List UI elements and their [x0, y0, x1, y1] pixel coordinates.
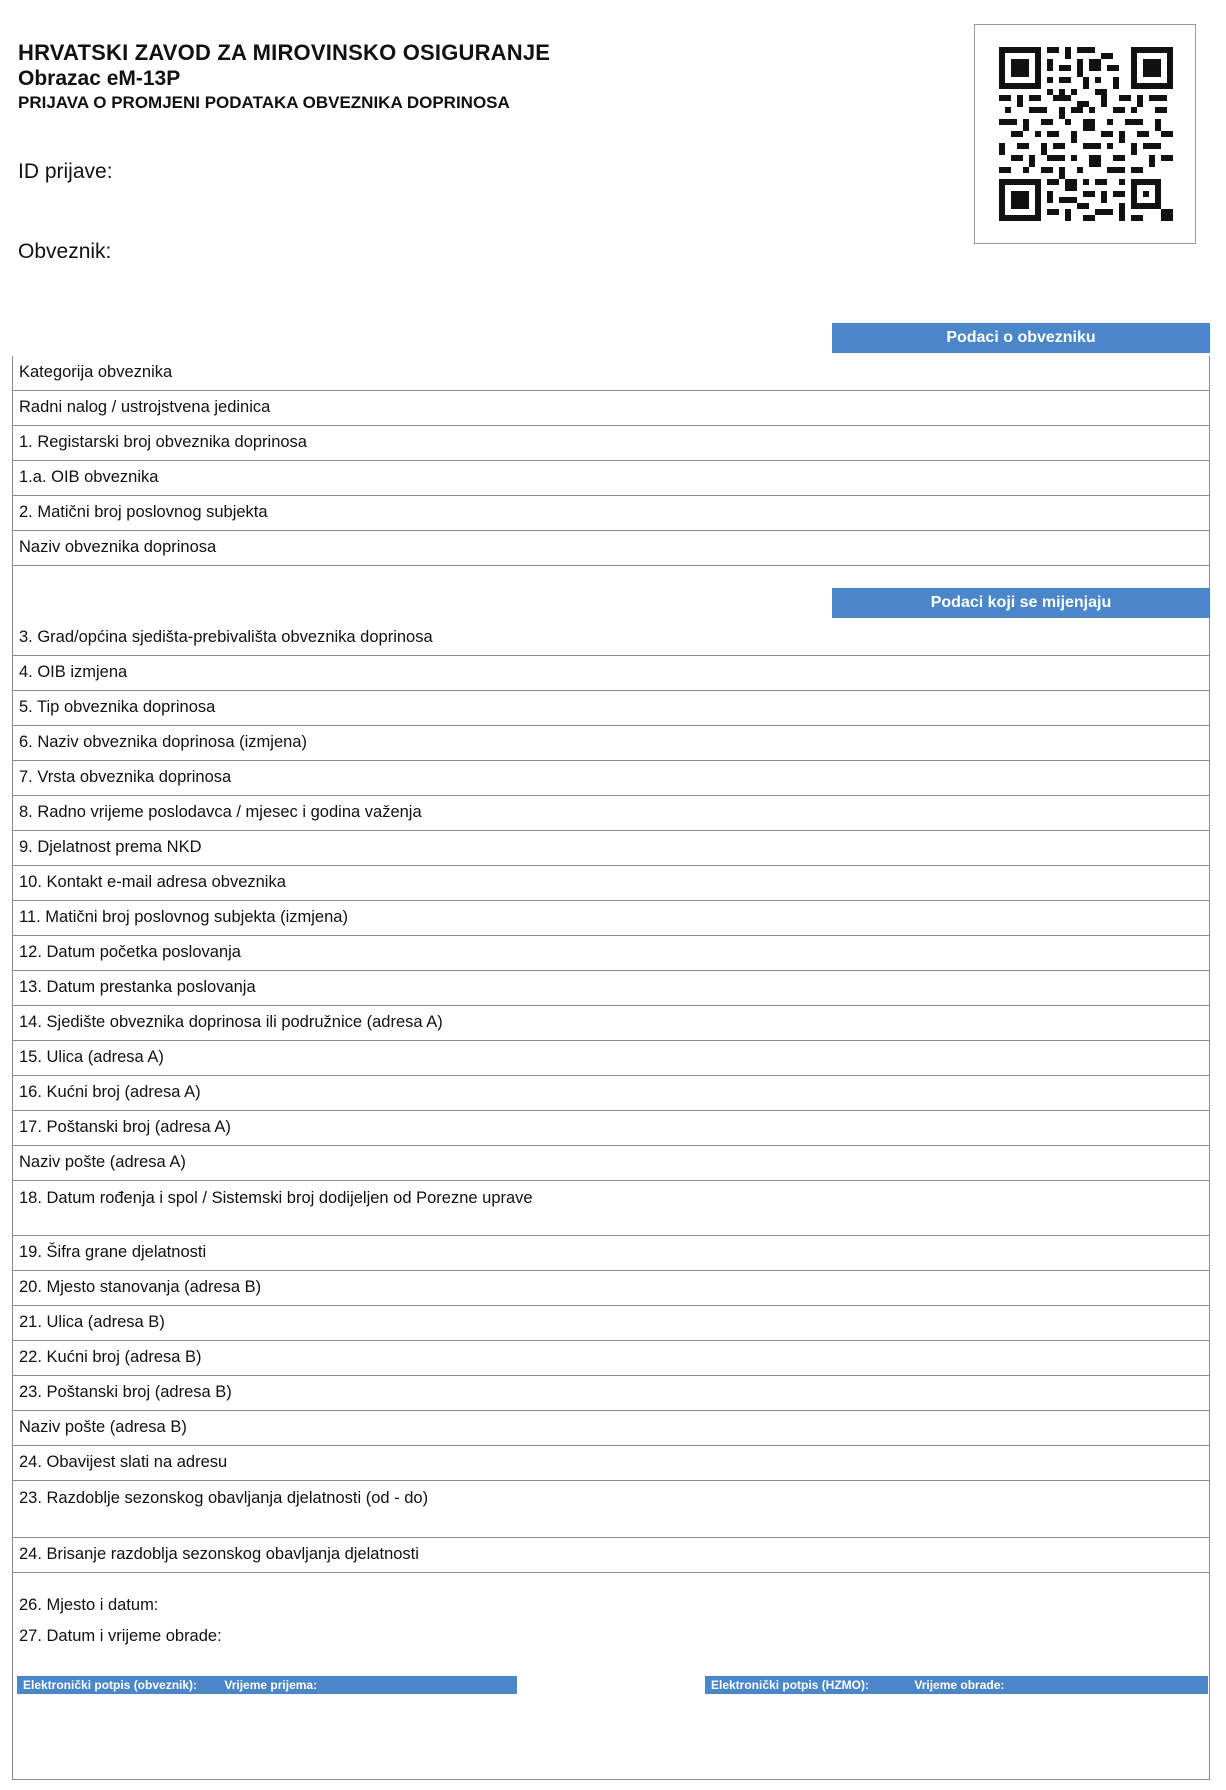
vrijeme-prijema-label: Vrijeme prijema: — [224, 1678, 318, 1692]
qr-code — [974, 24, 1196, 244]
row-maticni-izmjena: 11. Matični broj poslovnog subjekta (izmjena) — [13, 901, 1209, 936]
row-sjediste-a: 14. Sjedište obveznika doprinosa ili podružnice (adresa A) — [13, 1006, 1209, 1041]
signature-bar-hzmo — [705, 1676, 1208, 1694]
row-radni-nalog: Radni nalog / ustrojstvena jedinica — [13, 391, 1209, 426]
row-datum-rodjenja: 18. Datum rođenja i spol / Sistemski broj dodijeljen od Porezne uprave — [13, 1181, 1209, 1236]
id-prijave-label: ID prijave: — [18, 160, 113, 183]
section-header-obveznik: Podaci o obvezniku — [832, 323, 1210, 353]
datum-obrade-label: 27. Datum i vrijeme obrade: — [19, 1627, 222, 1645]
row-postanski-broj-b: 23. Poštanski broj (adresa B) — [13, 1376, 1209, 1411]
row-grad-opcina: 3. Grad/općina sjedišta-prebivališta obveznika doprinosa — [13, 621, 1209, 656]
row-obavijest-adresa: 24. Obavijest slati na adresu — [13, 1446, 1209, 1481]
row-brisanje-razdoblja: 24. Brisanje razdoblja sezonskog obavljanja djelatnosti — [13, 1538, 1209, 1573]
row-datum-prestanka: 13. Datum prestanka poslovanja — [13, 971, 1209, 1006]
row-mjesto-stanovanja-b: 20. Mjesto stanovanja (adresa B) — [13, 1271, 1209, 1306]
sig-obveznik-label: Elektronički potpis (obveznik): — [23, 1678, 198, 1692]
row-naziv-izmjena: 6. Naziv obveznika doprinosa (izmjena) — [13, 726, 1209, 761]
row-kucni-broj-a: 16. Kućni broj (adresa A) — [13, 1076, 1209, 1111]
signature-bar-obveznik — [17, 1676, 517, 1694]
row-sifra-grane: 19. Šifra grane djelatnosti — [13, 1236, 1209, 1271]
row-kategorija: Kategorija obveznika — [13, 356, 1209, 391]
qr-code-icon — [999, 47, 1173, 221]
vrijeme-obrade-label: Vrijeme obrade: — [914, 1678, 1005, 1692]
sig-hzmo-label: Elektronički potpis (HZMO): — [711, 1678, 870, 1692]
row-naziv-obveznika: Naziv obveznika doprinosa — [13, 531, 1209, 566]
row-kontakt-email: 10. Kontakt e-mail adresa obveznika — [13, 866, 1209, 901]
row-ulica-b: 21. Ulica (adresa B) — [13, 1306, 1209, 1341]
row-datum-pocetka: 12. Datum početka poslovanja — [13, 936, 1209, 971]
row-tip-obveznika: 5. Tip obveznika doprinosa — [13, 691, 1209, 726]
form-code: Obrazac eM-13P — [18, 67, 181, 90]
row-radno-vrijeme: 8. Radno vrijeme poslodavca / mjesec i godina važenja — [13, 796, 1209, 831]
row-postanski-broj-a: 17. Poštanski broj (adresa A) — [13, 1111, 1209, 1146]
obveznik-label: Obveznik: — [18, 240, 112, 263]
row-maticni-broj: 2. Matični broj poslovnog subjekta — [13, 496, 1209, 531]
row-naziv-poste-b: Naziv pošte (adresa B) — [13, 1411, 1209, 1446]
row-djelatnost-nkd: 9. Djelatnost prema NKD — [13, 831, 1209, 866]
row-ulica-a: 15. Ulica (adresa A) — [13, 1041, 1209, 1076]
row-oib-izmjena: 4. OIB izmjena — [13, 656, 1209, 691]
section-header-changes: Podaci koji se mijenjaju — [832, 588, 1210, 618]
mjesto-datum-label: 26. Mjesto i datum: — [19, 1596, 159, 1614]
form-header — [18, 40, 550, 114]
row-sezonsko-razdoblje: 23. Razdoblje sezonskog obavljanja djelatnosti (od - do) — [13, 1481, 1209, 1538]
row-registarski-broj: 1. Registarski broj obveznika doprinosa — [13, 426, 1209, 461]
form-subtitle: PRIJAVA O PROMJENI PODATAKA OBVEZNIKA DOPRINOSA — [18, 93, 510, 112]
row-vrsta-obveznika: 7. Vrsta obveznika doprinosa — [13, 761, 1209, 796]
row-oib-obveznika: 1.a. OIB obveznika — [13, 461, 1209, 496]
row-naziv-poste-a: Naziv pošte (adresa A) — [13, 1146, 1209, 1181]
organization-name: HRVATSKI ZAVOD ZA MIROVINSKO OSIGURANJE — [18, 40, 551, 65]
form-table — [12, 356, 1210, 1780]
row-kucni-broj-b: 22. Kućni broj (adresa B) — [13, 1341, 1209, 1376]
